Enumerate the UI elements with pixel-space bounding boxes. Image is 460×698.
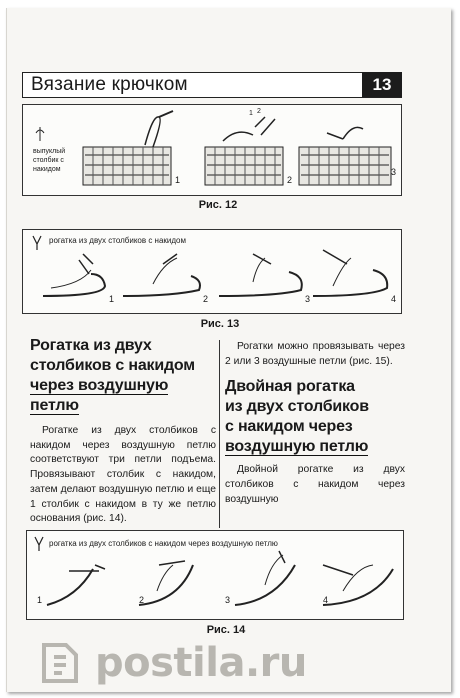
left-column xyxy=(30,336,216,527)
fig12-step-3: 3 xyxy=(391,167,397,177)
fig13-panel-1-swatch xyxy=(43,254,105,296)
section2-heading-line4: воздушную петлю xyxy=(225,438,369,456)
fig13-step-3: 3 xyxy=(305,294,311,304)
fig12-panel-2-swatch xyxy=(205,117,283,185)
section1-heading-line2: столбиков с накидом xyxy=(30,357,195,374)
section2-heading-line1: Двойная рогатка xyxy=(225,378,355,396)
right-paragraph-1: Рогатки можно провязывать через 2 или 3 воздушные петли (рис. 15). xyxy=(225,341,405,367)
figure-12 xyxy=(22,104,402,196)
fig13-stitch-label: рогатка из двух столбиков с накидом xyxy=(49,236,187,245)
fig12-stitch-label: выпуклый столбик с накидом xyxy=(33,148,66,173)
section1-heading-line1: Рогатка из двух xyxy=(30,337,152,354)
fig13-panel-2-swatch xyxy=(123,254,200,296)
section2-heading-line4-wrap xyxy=(225,437,368,457)
section1-paragraph: Рогатке из двух столбиков с накидом через воздушную петлю соответствуют три петли подъема. Провязывают столбик с накидом, затем делают воздушную петлю и еще 1 столбик с накидом в ту же петлю основания (рис. 14). xyxy=(30,425,216,525)
fig12-step-2: 2 xyxy=(287,175,293,185)
fig13-step-4: 4 xyxy=(391,294,397,304)
column-divider xyxy=(219,340,220,528)
fig12-panel-3-swatch xyxy=(299,127,391,185)
fig14-step-1: 1 xyxy=(37,595,43,605)
fig14-step-2: 2 xyxy=(139,595,145,605)
figure-14 xyxy=(26,530,404,620)
fig13-caption: Рис. 13 xyxy=(200,318,240,330)
postila-logo-icon xyxy=(30,639,86,691)
fig14-panel-4-swatch xyxy=(323,565,393,605)
watermark-text: postila.ru xyxy=(95,640,307,686)
fig12-arrow-2: 2 xyxy=(257,108,261,115)
fig13-panel-4-swatch xyxy=(313,250,387,296)
fig14-stitch-label: рогатка из двух столбиков с накидом через воздушную петлю xyxy=(49,539,278,548)
fig13-panel-3-swatch xyxy=(219,254,302,296)
fig12-step-1: 1 xyxy=(175,175,181,185)
fig14-caption: Рис. 14 xyxy=(206,624,246,636)
right-paragraph-2: Двойной рогатке из двух столбиков с накидом через воздушную xyxy=(225,464,405,505)
fig14-panel-2-swatch xyxy=(139,561,193,605)
fig14-panel-1-swatch xyxy=(47,565,105,605)
section2-heading-line2: из двух столбиков xyxy=(225,398,369,416)
fig12-panel-1-swatch xyxy=(83,111,173,185)
fig14-panel-3-swatch xyxy=(235,551,295,605)
fig12-caption: Рис. 12 xyxy=(198,199,238,211)
section2-heading-line3: с накидом через xyxy=(225,418,353,436)
page-title: Вязание крючком xyxy=(31,74,188,95)
figure-13 xyxy=(22,229,402,314)
fig14-step-4: 4 xyxy=(323,595,329,605)
page-number-badge: 13 xyxy=(362,72,402,97)
right-column xyxy=(225,340,405,508)
section1-heading-line3: через воздушную петлю xyxy=(30,377,169,414)
fig13-step-1: 1 xyxy=(109,294,115,304)
fig12-arrow-1: 1 xyxy=(249,110,253,117)
page-header xyxy=(22,72,402,98)
fig13-step-2: 2 xyxy=(203,294,209,304)
fig14-step-3: 3 xyxy=(225,595,231,605)
section1-heading-line3-wrap xyxy=(30,376,216,416)
